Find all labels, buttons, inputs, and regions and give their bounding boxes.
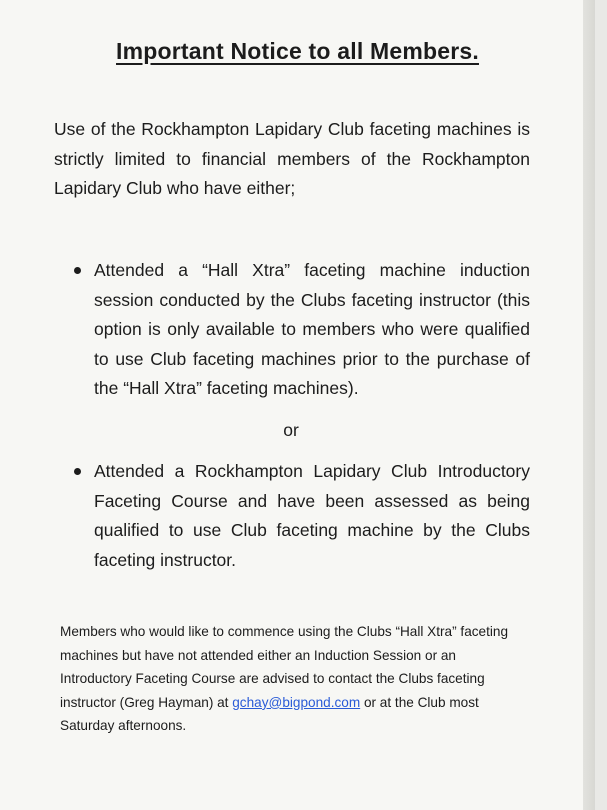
bullet-icon [74,267,81,274]
intro-paragraph: Use of the Rockhampton Lapidary Club faceting machines is strictly limited to financial members of the Rockhampton Lapidary Club who have either; [54,119,530,198]
list-item-course [72,457,530,575]
footer-text-after: or at the Club most Saturday afternoons. [60,694,479,734]
footer-text-before: Members who would like to commence using the Clubs “Hall Xtra” faceting machines but have not attended either an Induction Session or an Introductory Faceting Course are advised to contact the Clubs faceting instructor (Greg Hayman) at [60,624,509,710]
notice-title: Important Notice to all Members. [116,38,479,64]
or-separator: or [283,419,299,440]
bullet-icon [74,468,81,475]
list-item-text: Attended a Rockhampton Lapidary Club Introductory Faceting Course and have been assessed as being qualified to use Club faceting machine by the Clubs faceting instructor. [94,461,530,570]
paper-edge [583,0,595,810]
list-item-text: Attended a “Hall Xtra” faceting machine induction session conducted by the Clubs faceting instructor (this option is only available to members who were qualified to use Club faceting machines prior to the purchase of the “Hall Xtra” faceting machines). [94,260,530,398]
footer-note [60,620,530,738]
list-item-induction [72,256,530,404]
email-link[interactable]: gchay@bigpond.com [232,694,361,710]
requirements-list [72,256,530,575]
